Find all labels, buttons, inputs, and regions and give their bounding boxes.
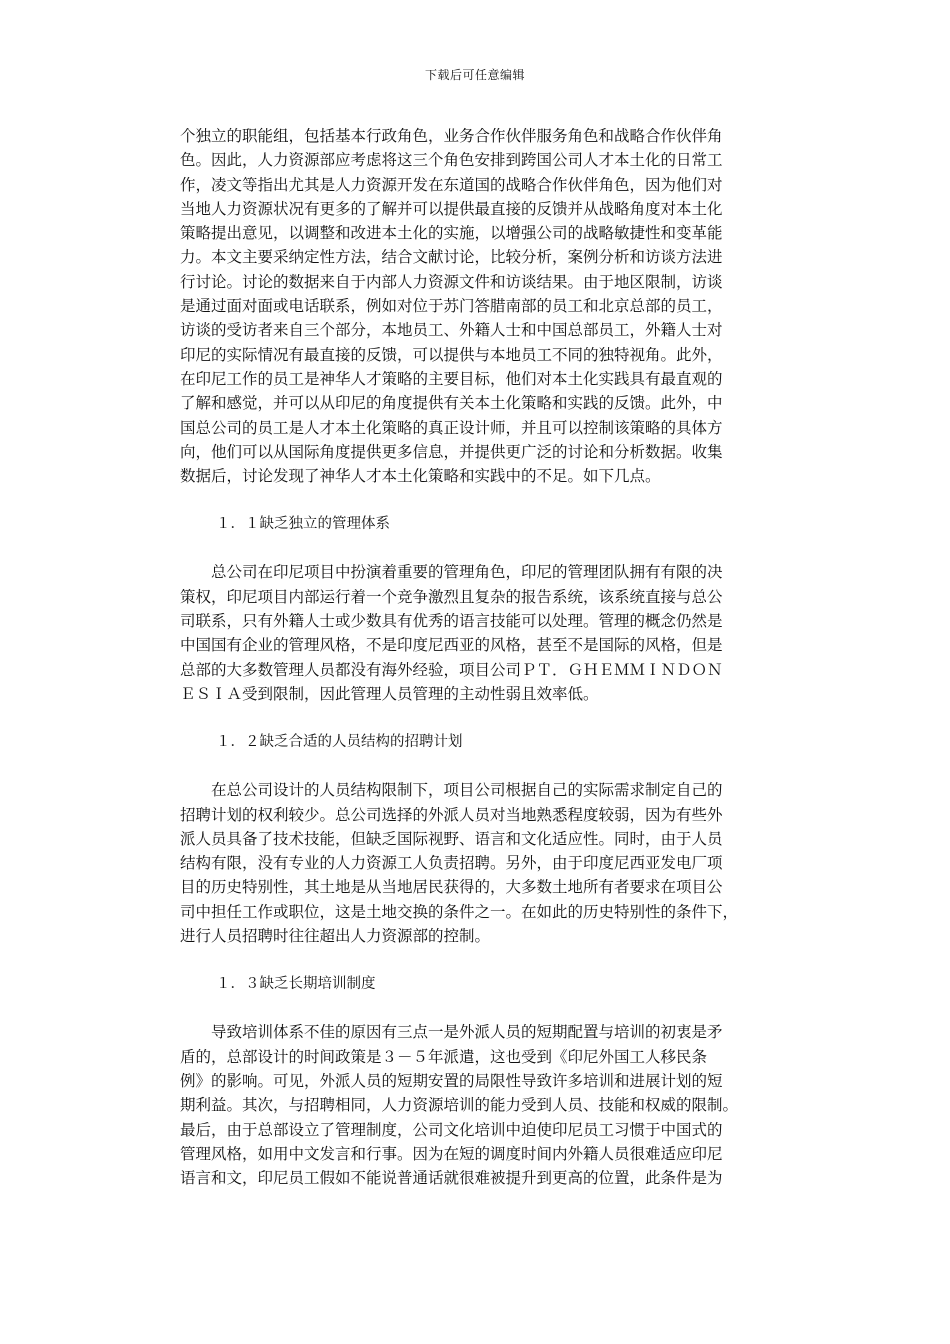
paragraph-recruitment-plan: 在总公司设计的人员结构限制下，项目公司根据自己的实际需求制定自己的 招聘计划的权利较少。总公司选择的外派人员对当地熟悉程度较弱，因为有些外 派人员具备了技术技能，但缺乏国际视野、语言和文化适应性。同时，由于人员 结构有限，没有专业的人力资源工人负责招聘。另外，由于印度尼西亚发电厂项 目的历史特别性，其土地是从当地居民获得的，大多数土地所有者要求在项目公 司中担任工作或职位，这是土地交换的条件之一。在如此的历史特别性的条件下， 进行人员招聘时往往超出人力资源部的控制。 xyxy=(180,781,739,946)
section-heading-1-3: １．３缺乏长期培训制度 xyxy=(216,976,376,993)
section-heading-1-1: １．１缺乏独立的管理体系 xyxy=(216,516,390,533)
paragraph-methodology: 个独立的职能组，包括基本行政角色，业务合作伙伴服务角色和战略合作伙伴角 色。因此，人力资源部应考虑将这三个角色安排到跨国公司人才本土化的日常工 作，凌文等指出尤其是人力资源开发在东道国的战略合作伙伴角色，因为他们对 当地人力资源状况有更多的了解并可以提供最直接的反馈并从战略角度对本土化 策略提出意见，以调整和改进本土化的实施，以增强公司的战略敏捷性和变革能 力。本文主要采纳定性方法，结合文献讨论，比较分析，案例分析和访谈方法进 行讨论。讨论的数据来自于内部人力资源文件和访谈结果。由于地区限制，访谈 是通过面对面或电话联系，例如对位于苏门答腊南部的员工和北京总部的员工， 访谈的受访者来自三个部分，本地员工、外籍人士和中国总部员工，外籍人士对 印尼的实际情况有最直接的反馈，可以提供与本地员工不同的独特视角。此外， 在印尼工作的员工是神华人才策略的主要目标，他们对本土化实践具有最直观的 了解和感觉，并可以从印尼的角度提供有关本土化策略和实践的反馈。此外，中 国总公司的员工是人才本土化策略的真正设计师，并且可以控制该策略的具体方 向，他们可以从国际角度提供更多信息，并提供更广泛的讨论和分析数据。收集 数据后，讨论发现了神华人才本土化策略和实践中的不足。如下几点。 xyxy=(180,127,723,486)
document-body xyxy=(180,124,780,1190)
paragraph-management-system: 总公司在印尼项目中扮演着重要的管理角色，印尼的管理团队拥有有限的决 策权，印尼项目内部运行着一个竞争激烈且复杂的报告系统，该系统直接与总公 司联系，只有外籍人士或少数具有优秀的语言技能可以处理。管理的概念仍然是 中国国有企业的管理风格，不是印度尼西亚的风格，甚至不是国际的风格，但是 总部的大多数管理人员都没有海外经验，项目公司ＰＴ．ＧＨＥＭＭＩＮＤＯＮ ＥＳＩＡ受到限制，因此管理人员管理的主动性弱且效率低。 xyxy=(180,563,723,703)
section-heading-1-2: １．２缺乏合适的人员结构的招聘计划 xyxy=(216,734,463,751)
paragraph-training-system: 导致培训体系不佳的原因有三点一是外派人员的短期配置与培训的初衷是矛 盾的，总部设计的时间政策是３－５年派遣，这也受到《印尼外国工人移民条 例》的影响。可见，外派人员的短期安置的局限性导致许多培训和进展计划的短 期利益。其次，与招聘相同，人力资源培训的能力受到人员、技能和权威的限制。 最后，由于总部设立了管理制度，公司文化培训中迫使印尼员工习惯于中国式的 管理风格，如用中文发言和行事。因为在短的调度时间内外籍人员很难适应印尼 语言和文，印尼员工假如不能说普通话就很难被提升到更高的位置，此条件是为 xyxy=(180,1023,739,1188)
page-header: 下载后可任意编辑 xyxy=(424,68,525,82)
